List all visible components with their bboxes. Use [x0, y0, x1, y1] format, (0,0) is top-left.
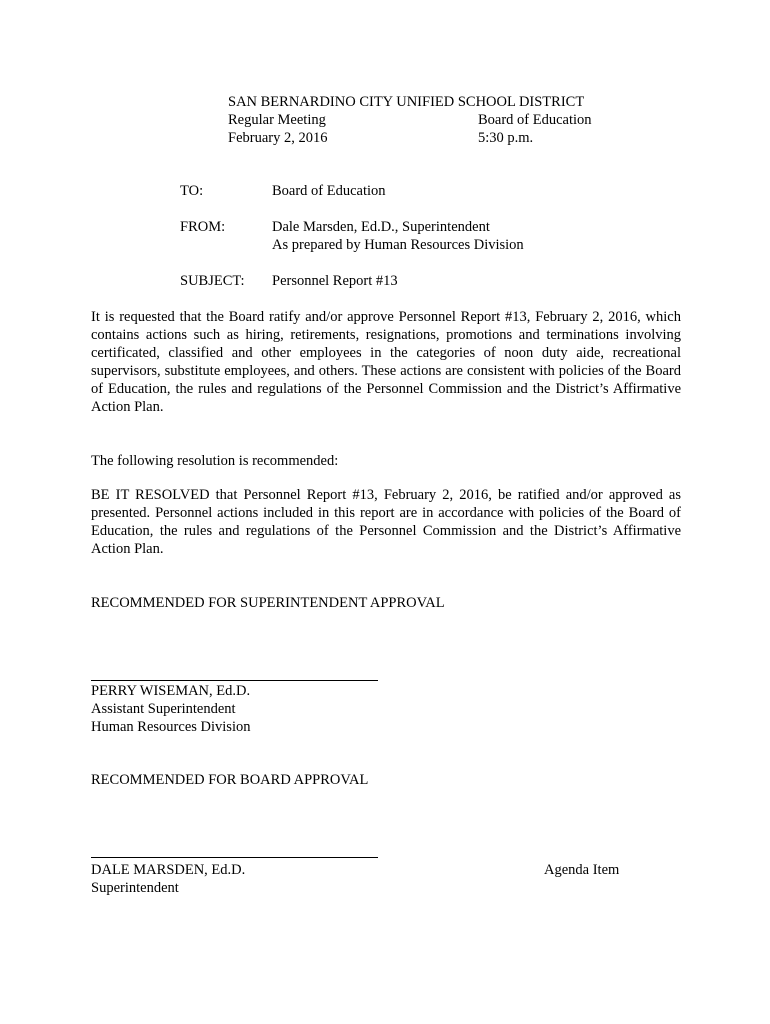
- request-paragraph: It is requested that the Board ratify and/or approve Personnel Report #13, February 2, 2016, which contains actions such as hiring, retirements, resignations, promotions and terminations involving certificated, classified and other employees in the categories of noon duty aide, recreational supervisors, substitute employees, and others. These actions are consistent with policies of the Board of Education, the rules and regulations of the Personnel Commission and the District’s Affirmative Action Plan.: [91, 309, 681, 415]
- memo-subject: [180, 272, 398, 290]
- signature-line-marsden: [91, 857, 378, 858]
- memo-from: [180, 218, 524, 254]
- signature-line-wiseman: [91, 680, 378, 681]
- subject-label: SUBJECT:: [180, 273, 245, 289]
- subject-value: Personnel Report #13: [272, 273, 398, 289]
- resolution-intro: The following resolution is recommended:: [91, 453, 339, 469]
- signer-name: DALE MARSDEN, Ed.D.: [91, 862, 246, 878]
- signer-title: Superintendent: [91, 880, 179, 896]
- signer-division: Human Resources Division: [91, 719, 251, 735]
- meeting-type: Regular Meeting: [228, 112, 326, 128]
- board-approval-heading: RECOMMENDED FOR BOARD APPROVAL: [91, 772, 369, 788]
- resolution-paragraph: BE IT RESOLVED that Personnel Report #13, February 2, 2016, be ratified and/or approved as presented. Personnel actions included in this report are in accordance with policies of the Board of Education, the rules and regulations of the Personnel Commission and the District’s Affirmative Action Plan.: [91, 487, 681, 557]
- from-value-prepared-by: As prepared by Human Resources Division: [272, 237, 524, 253]
- meeting-header: [228, 93, 608, 147]
- signer-block-marsden: [91, 861, 245, 897]
- meeting-time: 5:30 p.m.: [478, 130, 534, 146]
- signer-block-wiseman: [91, 682, 250, 736]
- agenda-item-label: Agenda Item: [544, 862, 620, 878]
- district-name: SAN BERNARDINO CITY UNIFIED SCHOOL DISTRICT: [228, 94, 585, 110]
- signer-title: Assistant Superintendent: [91, 701, 236, 717]
- meeting-body: Board of Education: [478, 112, 592, 128]
- to-label: TO:: [180, 183, 204, 199]
- signer-name: PERRY WISEMAN, Ed.D.: [91, 683, 251, 699]
- memo-to: [180, 182, 386, 200]
- superintendent-approval-heading: RECOMMENDED FOR SUPERINTENDENT APPROVAL: [91, 595, 445, 611]
- from-value: Dale Marsden, Ed.D., Superintendent: [272, 219, 490, 235]
- to-value: Board of Education: [272, 183, 386, 199]
- from-label: FROM:: [180, 219, 226, 235]
- meeting-date: February 2, 2016: [228, 130, 328, 146]
